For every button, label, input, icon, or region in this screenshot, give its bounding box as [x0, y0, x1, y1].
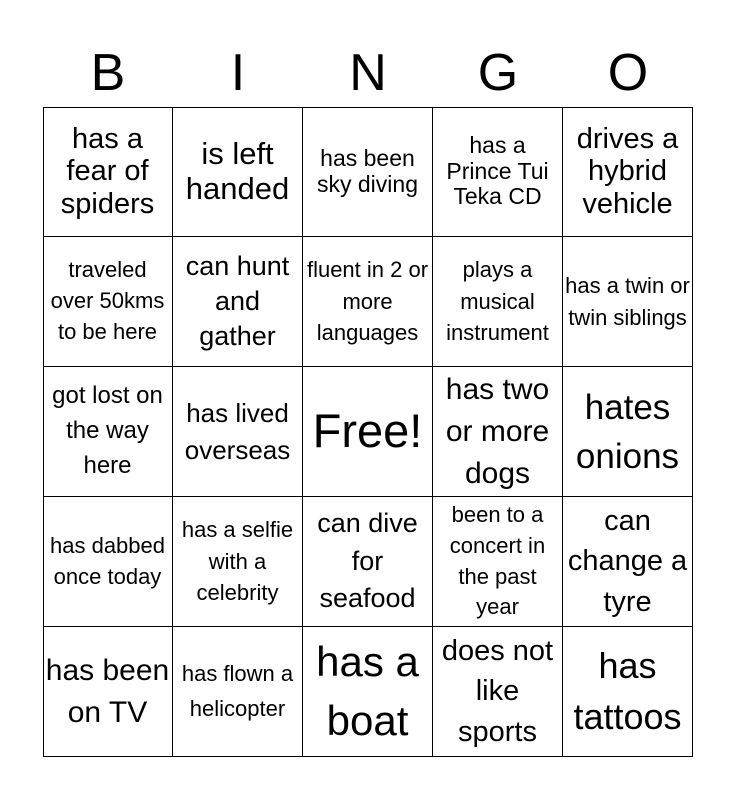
- header-letter-o: O: [607, 44, 649, 102]
- bingo-cell-r3-c4[interactable]: [563, 497, 693, 627]
- bingo-cell-r0-c4[interactable]: [563, 107, 693, 237]
- cell-text: has a fear of spiders: [60, 122, 155, 220]
- cell-text: has two or more dogs: [445, 372, 550, 490]
- cell-text: has flown a helicopter: [181, 661, 294, 721]
- header-letter-i: I: [230, 44, 246, 102]
- bingo-card: [43, 107, 693, 757]
- cell-text: does not like sports: [441, 634, 554, 748]
- cell-text: has a selfie with a celebrity: [181, 516, 294, 606]
- cell-text: traveled over 50kms to be here: [50, 257, 165, 344]
- bingo-header: [43, 40, 693, 106]
- cell-text: fluent in 2 or more languages: [306, 256, 429, 346]
- bingo-cell-r0-c2[interactable]: [303, 107, 433, 237]
- cell-text: can dive for seafood: [317, 507, 418, 614]
- bingo-cell-r1-c0[interactable]: [43, 237, 173, 367]
- cell-text: been to a concert in the past year: [449, 501, 546, 620]
- cell-text: has a boat: [316, 637, 419, 744]
- cell-text: has a twin or twin siblings: [565, 272, 690, 330]
- cell-text: has been sky diving: [317, 144, 418, 197]
- bingo-cell-r0-c0[interactable]: [43, 107, 173, 237]
- bingo-cell-r3-c2[interactable]: [303, 497, 433, 627]
- bingo-cell-r2-c3[interactable]: [433, 367, 563, 497]
- bingo-cell-r3-c3[interactable]: [433, 497, 563, 627]
- cell-text: has dabbed once today: [50, 532, 165, 589]
- bingo-cell-r1-c4[interactable]: [563, 237, 693, 367]
- bingo-cell-r4-c0[interactable]: [43, 627, 173, 757]
- bingo-cell-r1-c1[interactable]: [173, 237, 303, 367]
- bingo-cell-r1-c3[interactable]: [433, 237, 563, 367]
- cell-text: has a Prince Tui Teka CD: [446, 131, 549, 210]
- cell-text: got lost on the way here: [52, 382, 163, 479]
- bingo-cell-r3-c0[interactable]: [43, 497, 173, 627]
- cell-text: has lived overseas: [184, 398, 291, 465]
- bingo-cell-r0-c1[interactable]: [173, 107, 303, 237]
- cell-text: has been on TV: [45, 653, 170, 729]
- header-letter-n: N: [349, 44, 387, 102]
- cell-text: has tattoos: [573, 645, 682, 737]
- bingo-cell-r4-c1[interactable]: [173, 627, 303, 757]
- cell-text: is left handed: [185, 135, 290, 206]
- bingo-cell-r4-c3[interactable]: [433, 627, 563, 757]
- bingo-cell-r2-c1[interactable]: [173, 367, 303, 497]
- cell-text: can change a tyre: [567, 504, 688, 618]
- bingo-cell-r0-c3[interactable]: [433, 107, 563, 237]
- free-space: Free!: [312, 404, 423, 458]
- bingo-cell-r2-c4[interactable]: [563, 367, 693, 497]
- cell-text: drives a hybrid vehicle: [576, 122, 679, 220]
- cell-text: plays a musical instrument: [446, 256, 549, 346]
- cell-text: can hunt and gather: [185, 250, 290, 352]
- bingo-cell-r3-c1[interactable]: [173, 497, 303, 627]
- bingo-cell-r4-c4[interactable]: [563, 627, 693, 757]
- bingo-cell-r4-c2[interactable]: [303, 627, 433, 757]
- bingo-cell-r2-c0[interactable]: [43, 367, 173, 497]
- bingo-cell-r1-c2[interactable]: [303, 237, 433, 367]
- cell-text: hates onions: [575, 387, 680, 476]
- header-letter-g: G: [477, 44, 519, 102]
- header-letter-b: B: [90, 44, 126, 102]
- bingo-cell-r2-c2[interactable]: [303, 367, 433, 497]
